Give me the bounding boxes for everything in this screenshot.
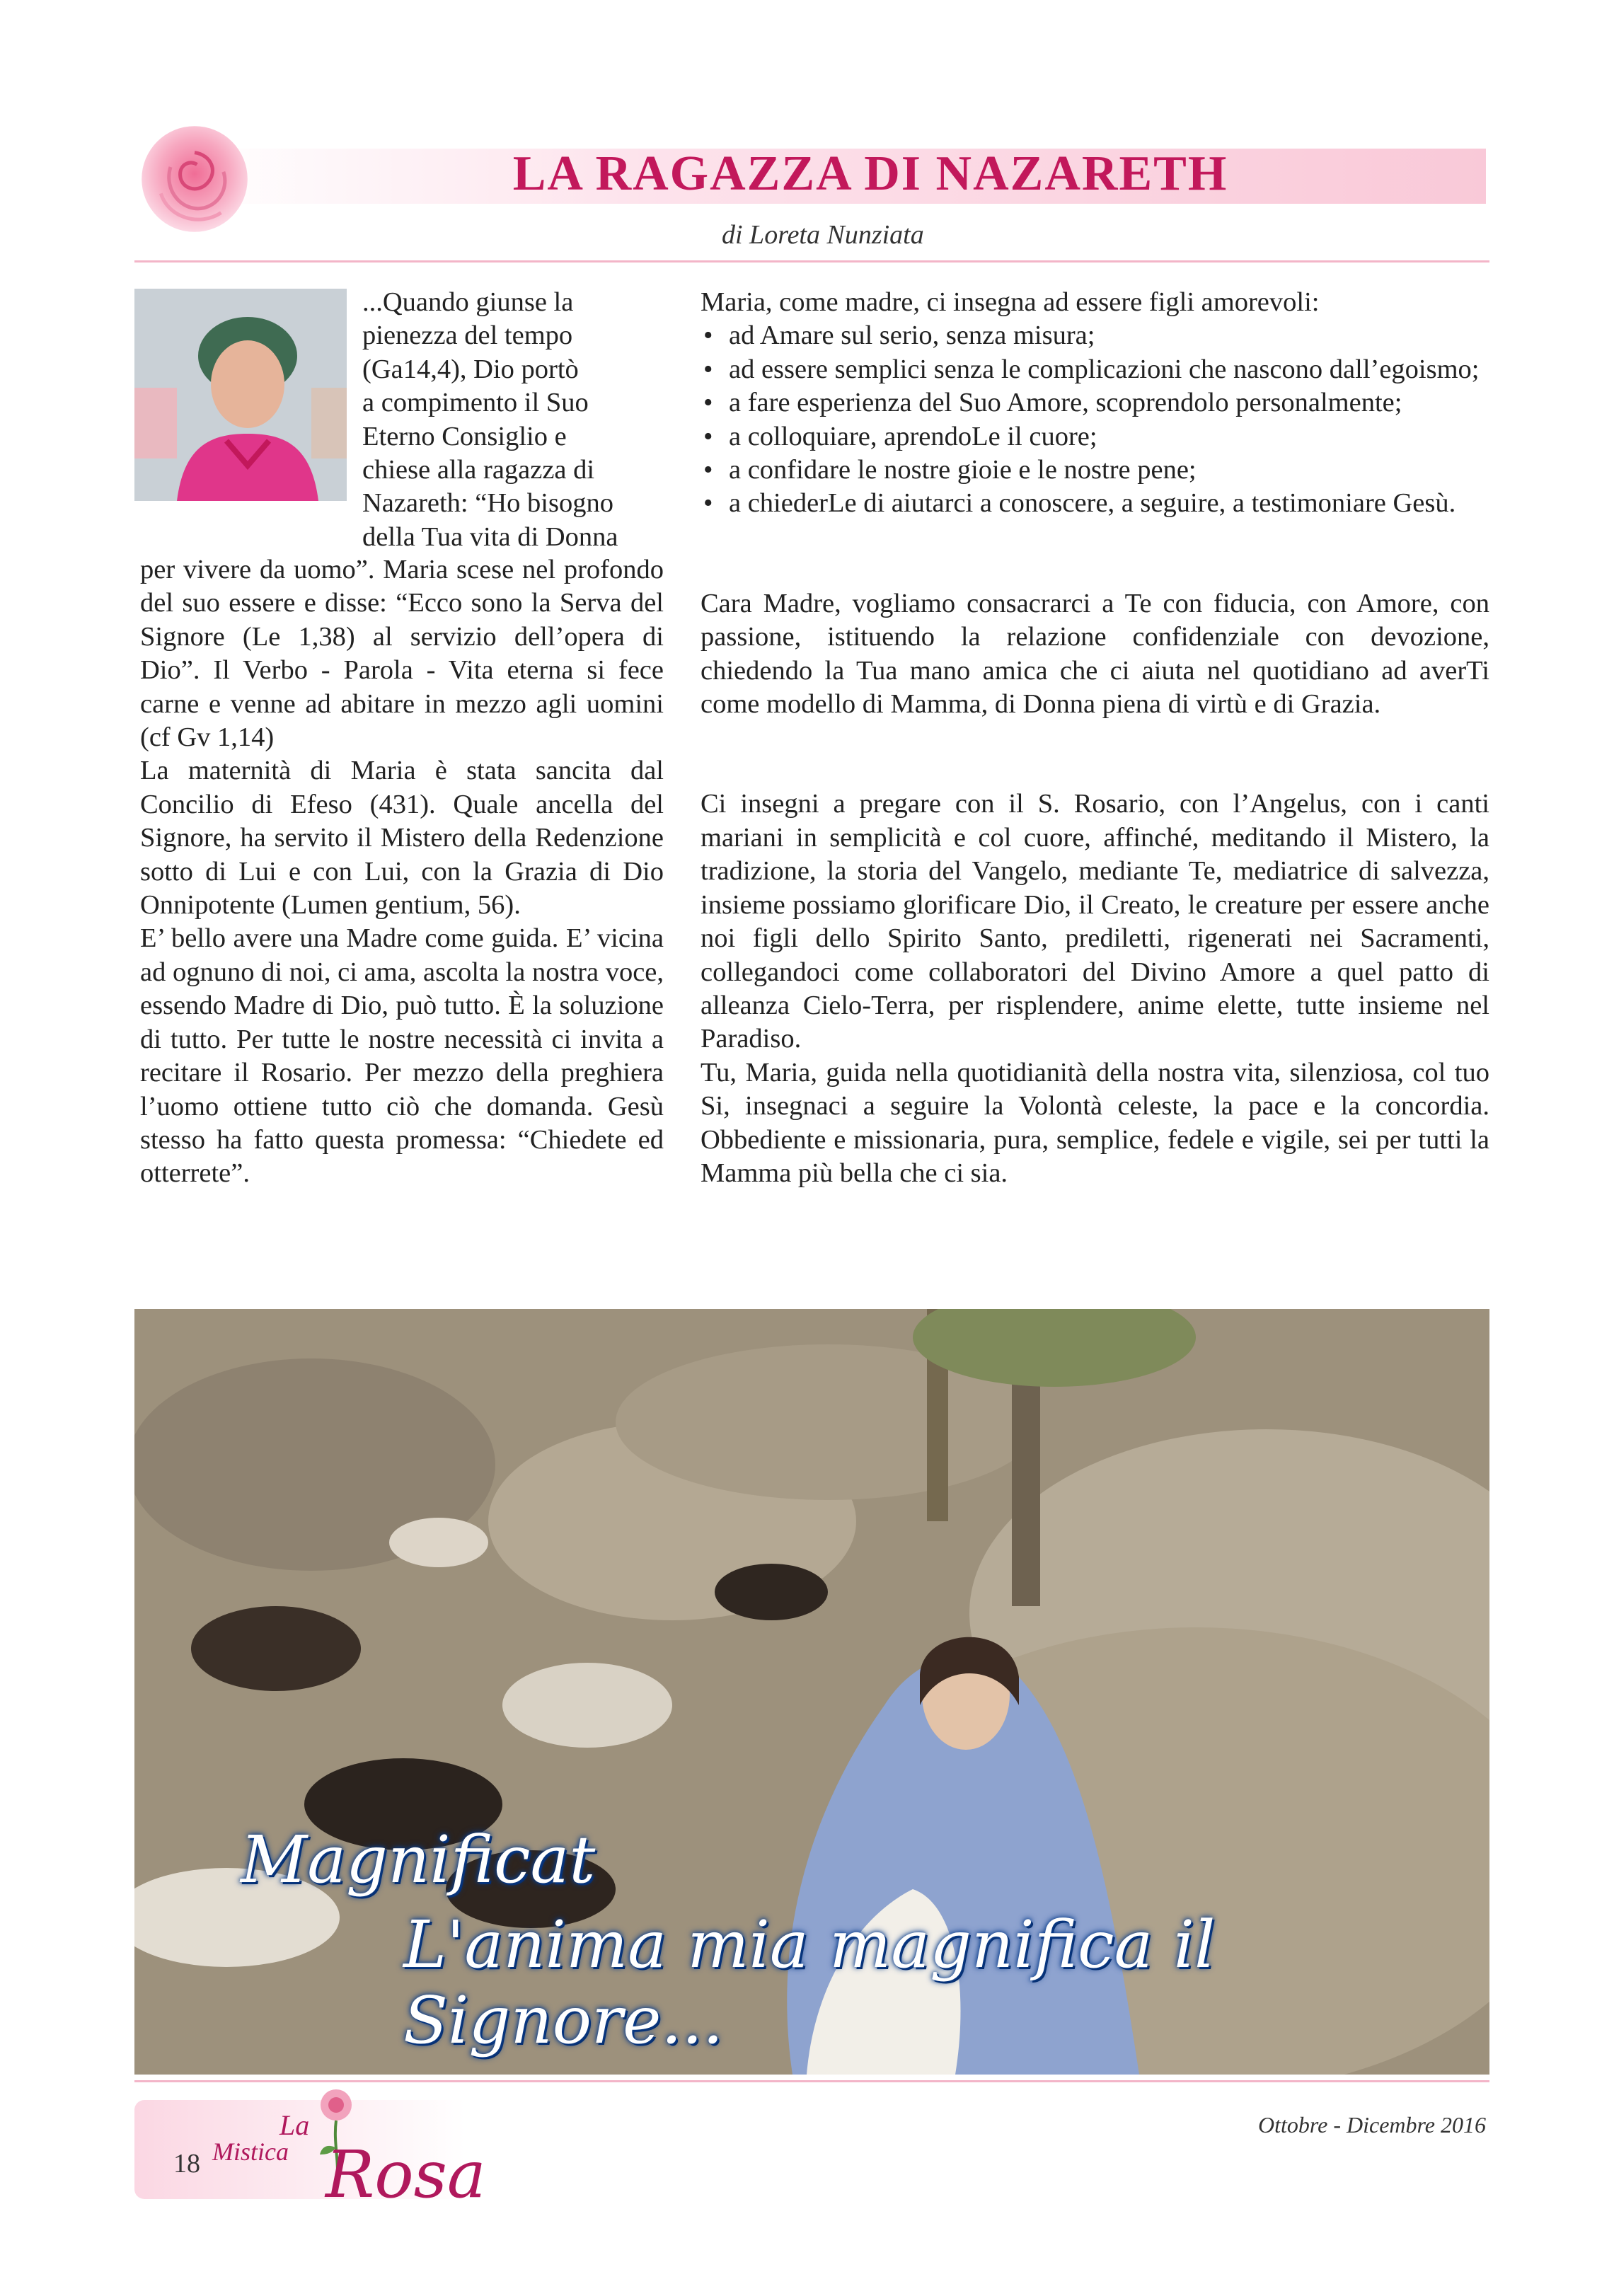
wrap-line: Eterno Consiglio e: [362, 421, 567, 451]
logo-text-la: La: [279, 2109, 310, 2141]
wrap-line: della Tua vita di Donna: [362, 521, 618, 552]
article-byline: di Loreta Nunziata: [722, 220, 924, 250]
article-title: LA RAGAZZA DI NAZARETH: [512, 146, 1228, 201]
paragraph: Ci insegni a pregare con il S. Rosario, con l’Angelus, con i canti mariani in semplicità e col cuore, affinché, meditando il Mistero, la tradizione, la storia del Vangelo, mediante Te, mediatrice di salvezza, insieme possiamo glorificare Dio, il Creato, le creature per essere anche noi figli dello Spirito Santo, prediletti, rigenerati nei Sacramenti, collegandoci come collaboratori del Divino Amore a quel patto di alleanza Cielo-Terra, per risplendere, anime elette, tutte insieme nel Paradiso.: [701, 789, 1489, 1054]
rose-icon: [134, 119, 255, 239]
spacer: [701, 721, 1489, 788]
paragraph: Tu, Maria, guida nella quotidianità della nostra vita, silenziosa, col tuo Si, insegnaci a seguire la Volontà celeste, la pace e la concordia. Obbediente e missionaria, pura, semplice, fedele e vigile, sei per tutti la Mamma più bella che ci sia.: [701, 1057, 1489, 1188]
list-item: • a colloquiare, aprendoLe il cuore;: [701, 420, 1489, 454]
wrap-text-block: [362, 286, 663, 554]
list-item: • a confidare le nostre gioie e le nostre pene;: [701, 454, 1489, 487]
hero-image: [134, 1309, 1489, 2075]
page-number: 18: [173, 2149, 200, 2179]
paragraph: La maternità di Maria è stata sancita dal Concilio di Efeso (431). Quale ancella del Signore, ha servito il Mistero della Redenzione sotto di Lui e con Lui, con la Grazia di Dio Onnipotente (Lumen gentium, 56).: [140, 756, 664, 921]
list-item: • ad essere semplici senza le complicazioni che nascono dall’egoismo;: [701, 353, 1489, 386]
hero-caption-title: Magnificat: [241, 1822, 596, 1898]
top-divider: [134, 260, 1489, 263]
wrap-line: a compimento il Suo: [362, 388, 589, 418]
hero-caption-subtitle: L'anima mia magnifica il Signore...: [403, 1907, 1216, 2058]
author-photo: [134, 289, 347, 501]
spacer: [701, 521, 1489, 587]
list-item: • ad Amare sul serio, senza misura;: [701, 319, 1489, 352]
logo-text-mistica: Mistica: [212, 2138, 289, 2166]
paragraph: Maria, come madre, ci insegna ad essere figli amorevoli:: [701, 287, 1320, 317]
wrap-line: Nazareth: “Ho bisogno: [362, 488, 613, 519]
logo-text-rosa: Rosa: [325, 2137, 486, 2213]
list-item: • a fare esperienza del Suo Amore, scoprendolo personalmente;: [701, 386, 1489, 420]
right-column: [701, 286, 1489, 1190]
left-column: [140, 553, 664, 1191]
issue-date: Ottobre - Dicembre 2016: [1258, 2112, 1486, 2138]
author-portrait-image: [134, 289, 347, 501]
wrap-line: pienezza del tempo: [362, 321, 573, 351]
bottom-divider: [134, 2080, 1489, 2082]
bullet-list: [701, 319, 1489, 520]
list-item: • a chiederLe di aiutarci a conoscere, a seguire, a testimoniare Gesù.: [701, 487, 1489, 520]
paragraph: per vivere da uomo”. Maria scese nel profondo del suo essere e disse: “Ecco sono la Serva del Signore (Le 1,38) al servizio dell’opera di Dio”. Il Verbo - Parola - Vita eterna si fece carne e venne ad abitare in mezzo agli uomini (cf Gv 1,14): [140, 555, 664, 753]
paragraph: E’ bello avere una Madre come guida. E’ vicina ad ognuno di noi, ci ama, ascolta la nostra voce, essendo Madre di Dio, può tutto. È la soluzione di tutto. Per tutte le nostre necessità ci invita a recitare il Rosario. Per mezzo della preghiera l’uomo ottiene tutto ciò che domanda. Gesù stesso ha fatto questa promessa: “Chiedete ed otterrete”.: [140, 923, 664, 1189]
wrap-line: chiese alla ragazza di: [362, 455, 595, 485]
wrap-line: (Ga14,4), Dio portò: [362, 354, 579, 384]
wrap-line: ...Quando giunse la: [362, 287, 574, 317]
paragraph: Cara Madre, vogliamo consacrarci a Te con fiducia, con Amore, con passione, istituendo la relazione confidenziale con devozione, chiedendo la Tua mano amica che ci aiuta nel quotidiano ad averTi come modello di Mamma, di Donna piena di virtù e di Grazia.: [701, 588, 1489, 720]
